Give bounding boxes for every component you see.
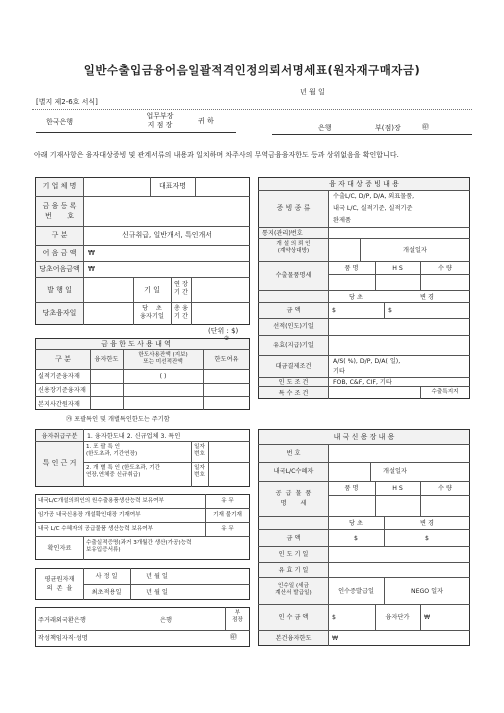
- accept-amount-value: $: [332, 614, 336, 621]
- finance-unit-value: ₩: [424, 614, 431, 621]
- open-date-label: 개설일자: [403, 247, 427, 254]
- main-bank-value: 은행: [160, 617, 172, 624]
- local-lc-beneficiary-label: 내국L/C수혜자: [273, 468, 314, 475]
- goods-col-hs: H S: [392, 265, 403, 272]
- evidence-kind-value-2: 내국 L/C, 실적기준, 실적기준: [333, 205, 413, 212]
- limit-row-1-paren: ( ): [159, 373, 167, 380]
- unit-note: (단위 : $): [208, 327, 239, 335]
- company-label: 기 업 체 명: [42, 182, 77, 190]
- confirm-row-3: 내국 L/C 수혜자의 공급물품 생산능력 보유여부: [38, 526, 154, 532]
- confirm-row-4-label: 확인자료: [47, 545, 72, 552]
- local-lc-open-date-label: 개설일자: [383, 468, 407, 475]
- basis-date-no-1: 일자 번호: [194, 444, 205, 457]
- issue-date-label: 발 행 일: [47, 286, 72, 294]
- goods-col-qty: 수 량: [438, 265, 452, 272]
- accept-amount-label: 인 수 금 액: [278, 614, 309, 621]
- supply-col-name: 품 명: [344, 485, 359, 492]
- special-terms-label: 특 수 조 건: [278, 390, 309, 397]
- evidence-kind-value-3: 완제품: [333, 217, 351, 224]
- change-col-after: 변 경: [420, 294, 434, 301]
- limit-col-type: 구 분: [55, 355, 71, 363]
- bill-amount-label: 어 음 금 액: [42, 249, 77, 257]
- limit-footnote: ㉮ 포괄특인 및 개별특인한도는 주기함: [66, 416, 170, 423]
- seal-mark: ㊞: [422, 123, 429, 131]
- right-bank: 은행: [318, 124, 332, 132]
- supply-goods-label: 공 급 물 품 명 세: [275, 490, 312, 507]
- dependency-label: 평균원자재 의 존 율: [44, 576, 75, 592]
- confirm-row-4-value: 수출실적증명(과거 3개월간 생산(가공)능력 보유입증서류): [86, 540, 192, 553]
- change-col-before: 당 초: [349, 294, 363, 301]
- delivery-terms-label: 인 도 조 건: [278, 379, 309, 386]
- local-change-after: 변 경: [420, 520, 434, 527]
- receipt-issue-label: 인수증발급일: [338, 588, 374, 595]
- main-bank-role: 부 점장: [232, 610, 243, 623]
- opener-label: 개 설 의 뢰 인 (계약상대방): [276, 241, 311, 254]
- addressee-bank: 한국은행: [46, 118, 74, 126]
- goods-col-name: 품 명: [344, 265, 359, 272]
- evidence-header: 융 자 대 상 증 빙 내 용: [329, 180, 399, 188]
- limit-col-limit: 융자한도: [94, 356, 119, 363]
- limit-header-mark: ②: [224, 336, 230, 342]
- addressee-underline: [36, 132, 236, 133]
- prev-amount-value: ₩: [88, 265, 95, 273]
- regno-label: 금 융 등 록 번 호: [42, 202, 77, 220]
- basis-item-1: 1. 포 괄 특 인 (한도초과, 기간연장): [86, 444, 138, 457]
- addressee-role-1: 업무부장: [146, 112, 174, 120]
- review-date-value: 년 월 일: [146, 573, 168, 580]
- limit-header: 금 융 한 도 사 용 내 역: [101, 340, 171, 348]
- local-lc-number-label: 번 호: [286, 450, 301, 457]
- local-amount-label: 금 액: [286, 535, 301, 542]
- basis-item-2: 2. 개 별 특 인 (한도초과, 기간 연장,연체중 신규취급): [86, 465, 161, 478]
- limit-row-3: 본지사간원자재: [38, 401, 80, 408]
- evidence-kind-label: 증 빙 종 류: [276, 204, 311, 212]
- form-number: [별지 제2-6호 서식]: [36, 98, 98, 106]
- supply-col-qty: 수 량: [438, 485, 452, 492]
- preparer-seal: ㊞: [230, 633, 237, 641]
- review-date-label: 사 정 일: [95, 573, 118, 580]
- export-goods-label: 수출물품명세: [275, 272, 312, 279]
- total-term-label: 총 융 기 간: [174, 305, 188, 320]
- confirm-row-1: 내국L/C개설의뢰인의 원수출용품생산능력 보유여부: [38, 498, 164, 504]
- prev-amount-label: 당초어음금액: [39, 265, 80, 273]
- amount-before: $: [332, 307, 336, 314]
- supply-col-hs: H S: [392, 485, 403, 492]
- special-terms-value: 수출특지지: [431, 389, 459, 395]
- confirm-row-2-value: 기재 불기재: [213, 512, 242, 518]
- confirm-row-3-value: 유 무: [221, 526, 234, 532]
- first-apply-label: 최초적용일: [91, 589, 122, 596]
- notice-number-label: 통지(관리)번호: [262, 230, 303, 237]
- local-change-before: 당 초: [349, 520, 363, 527]
- payment-terms-value-1: A/S( %), D/P, D/A( 일),: [333, 358, 401, 365]
- type-value: 신규취급, 일반개서, 특인개서: [121, 231, 213, 239]
- type-label: 구 분: [51, 231, 68, 239]
- limit-col-balance: 한도사용잔액 (지보) 또는 미선적잔액: [138, 352, 188, 365]
- category-value: 1. 융자한도내 2. 신규업체 3. 특인: [87, 433, 181, 440]
- limit-row-2: 신용장기준융자재: [38, 387, 86, 394]
- limit-col-excess: 한도여유: [214, 356, 239, 363]
- payment-terms-label: 대금결제조건: [275, 363, 312, 370]
- header-divider: [32, 109, 472, 110]
- limit-row-1: 실적기준융자재: [38, 373, 80, 380]
- rep-label: 대표자명: [158, 182, 187, 190]
- extension-label: 연 장 기 간: [174, 281, 188, 296]
- date-line: 년 월 일: [300, 88, 325, 96]
- nego-date-label: NEGO 일자: [410, 588, 444, 595]
- delivery-terms-value: FOB, C&F, CIF, 기타: [333, 379, 392, 386]
- receipt-date-label: 인수일 (세금 계산서 발급일): [275, 583, 312, 596]
- right-branch: 부(점)장: [375, 124, 401, 132]
- evidence-kind-value-1: 수출L/C, D/P, D/A, 외표물품,: [333, 193, 415, 200]
- shipment-date-label: 선적(인도)기일: [273, 323, 314, 330]
- limit-amount-value: ₩: [332, 635, 339, 642]
- confirm-row-1-value: 유 무: [221, 498, 234, 504]
- initial-date-label: 당초융자일: [42, 309, 77, 317]
- local-amount-after: $: [425, 535, 429, 542]
- local-amount-before: $: [354, 535, 358, 542]
- preparer-label: 작성책임자직·성명: [38, 635, 88, 642]
- valid-date-label: 유효(지급)기일: [273, 342, 314, 349]
- basis-label: 특 인 근 거: [42, 459, 77, 467]
- amount-after: $: [388, 307, 392, 314]
- initial-due-label: 당 초 융자기일: [140, 305, 164, 320]
- signature-underline: [272, 134, 472, 135]
- main-bank-label: 주거래외국환은행: [38, 617, 86, 624]
- first-apply-value: 년 월 일: [146, 589, 168, 596]
- finance-unit-label: 융자단가: [385, 614, 410, 621]
- bill-amount-value: ₩: [88, 249, 95, 257]
- local-valid-label: 유 효 기 일: [278, 567, 309, 574]
- addressee-honorific: 귀 하: [198, 117, 214, 125]
- intro-text: 아래 기재사항은 융자대상증빙 및 관계서류의 내용과 일치하며 차주사의 무역금융융자한도 등과 상위없음을 확인합니다.: [34, 151, 399, 159]
- local-lc-header: 내 국 신 용 장 내 용: [333, 433, 395, 441]
- confirm-row-2: 임가공 내국신용장 개설확인대장 기재여부: [38, 512, 141, 518]
- limit-amount-label: 본건융자한도: [275, 635, 312, 642]
- term-label: 기 일: [144, 286, 160, 294]
- form-title: 일반수출입금융어음일괄적격인정의뢰서명세표(원자재구매자금): [83, 63, 421, 77]
- category-label: 융자취급구분: [41, 433, 78, 440]
- amount-label: 금 액: [286, 307, 301, 314]
- local-delivery-label: 인 도 기 일: [278, 551, 309, 558]
- addressee-role-2: 지 점 장: [147, 121, 173, 129]
- payment-terms-value-2: 기타: [333, 368, 345, 375]
- basis-date-no-2: 일자 번호: [194, 465, 205, 478]
